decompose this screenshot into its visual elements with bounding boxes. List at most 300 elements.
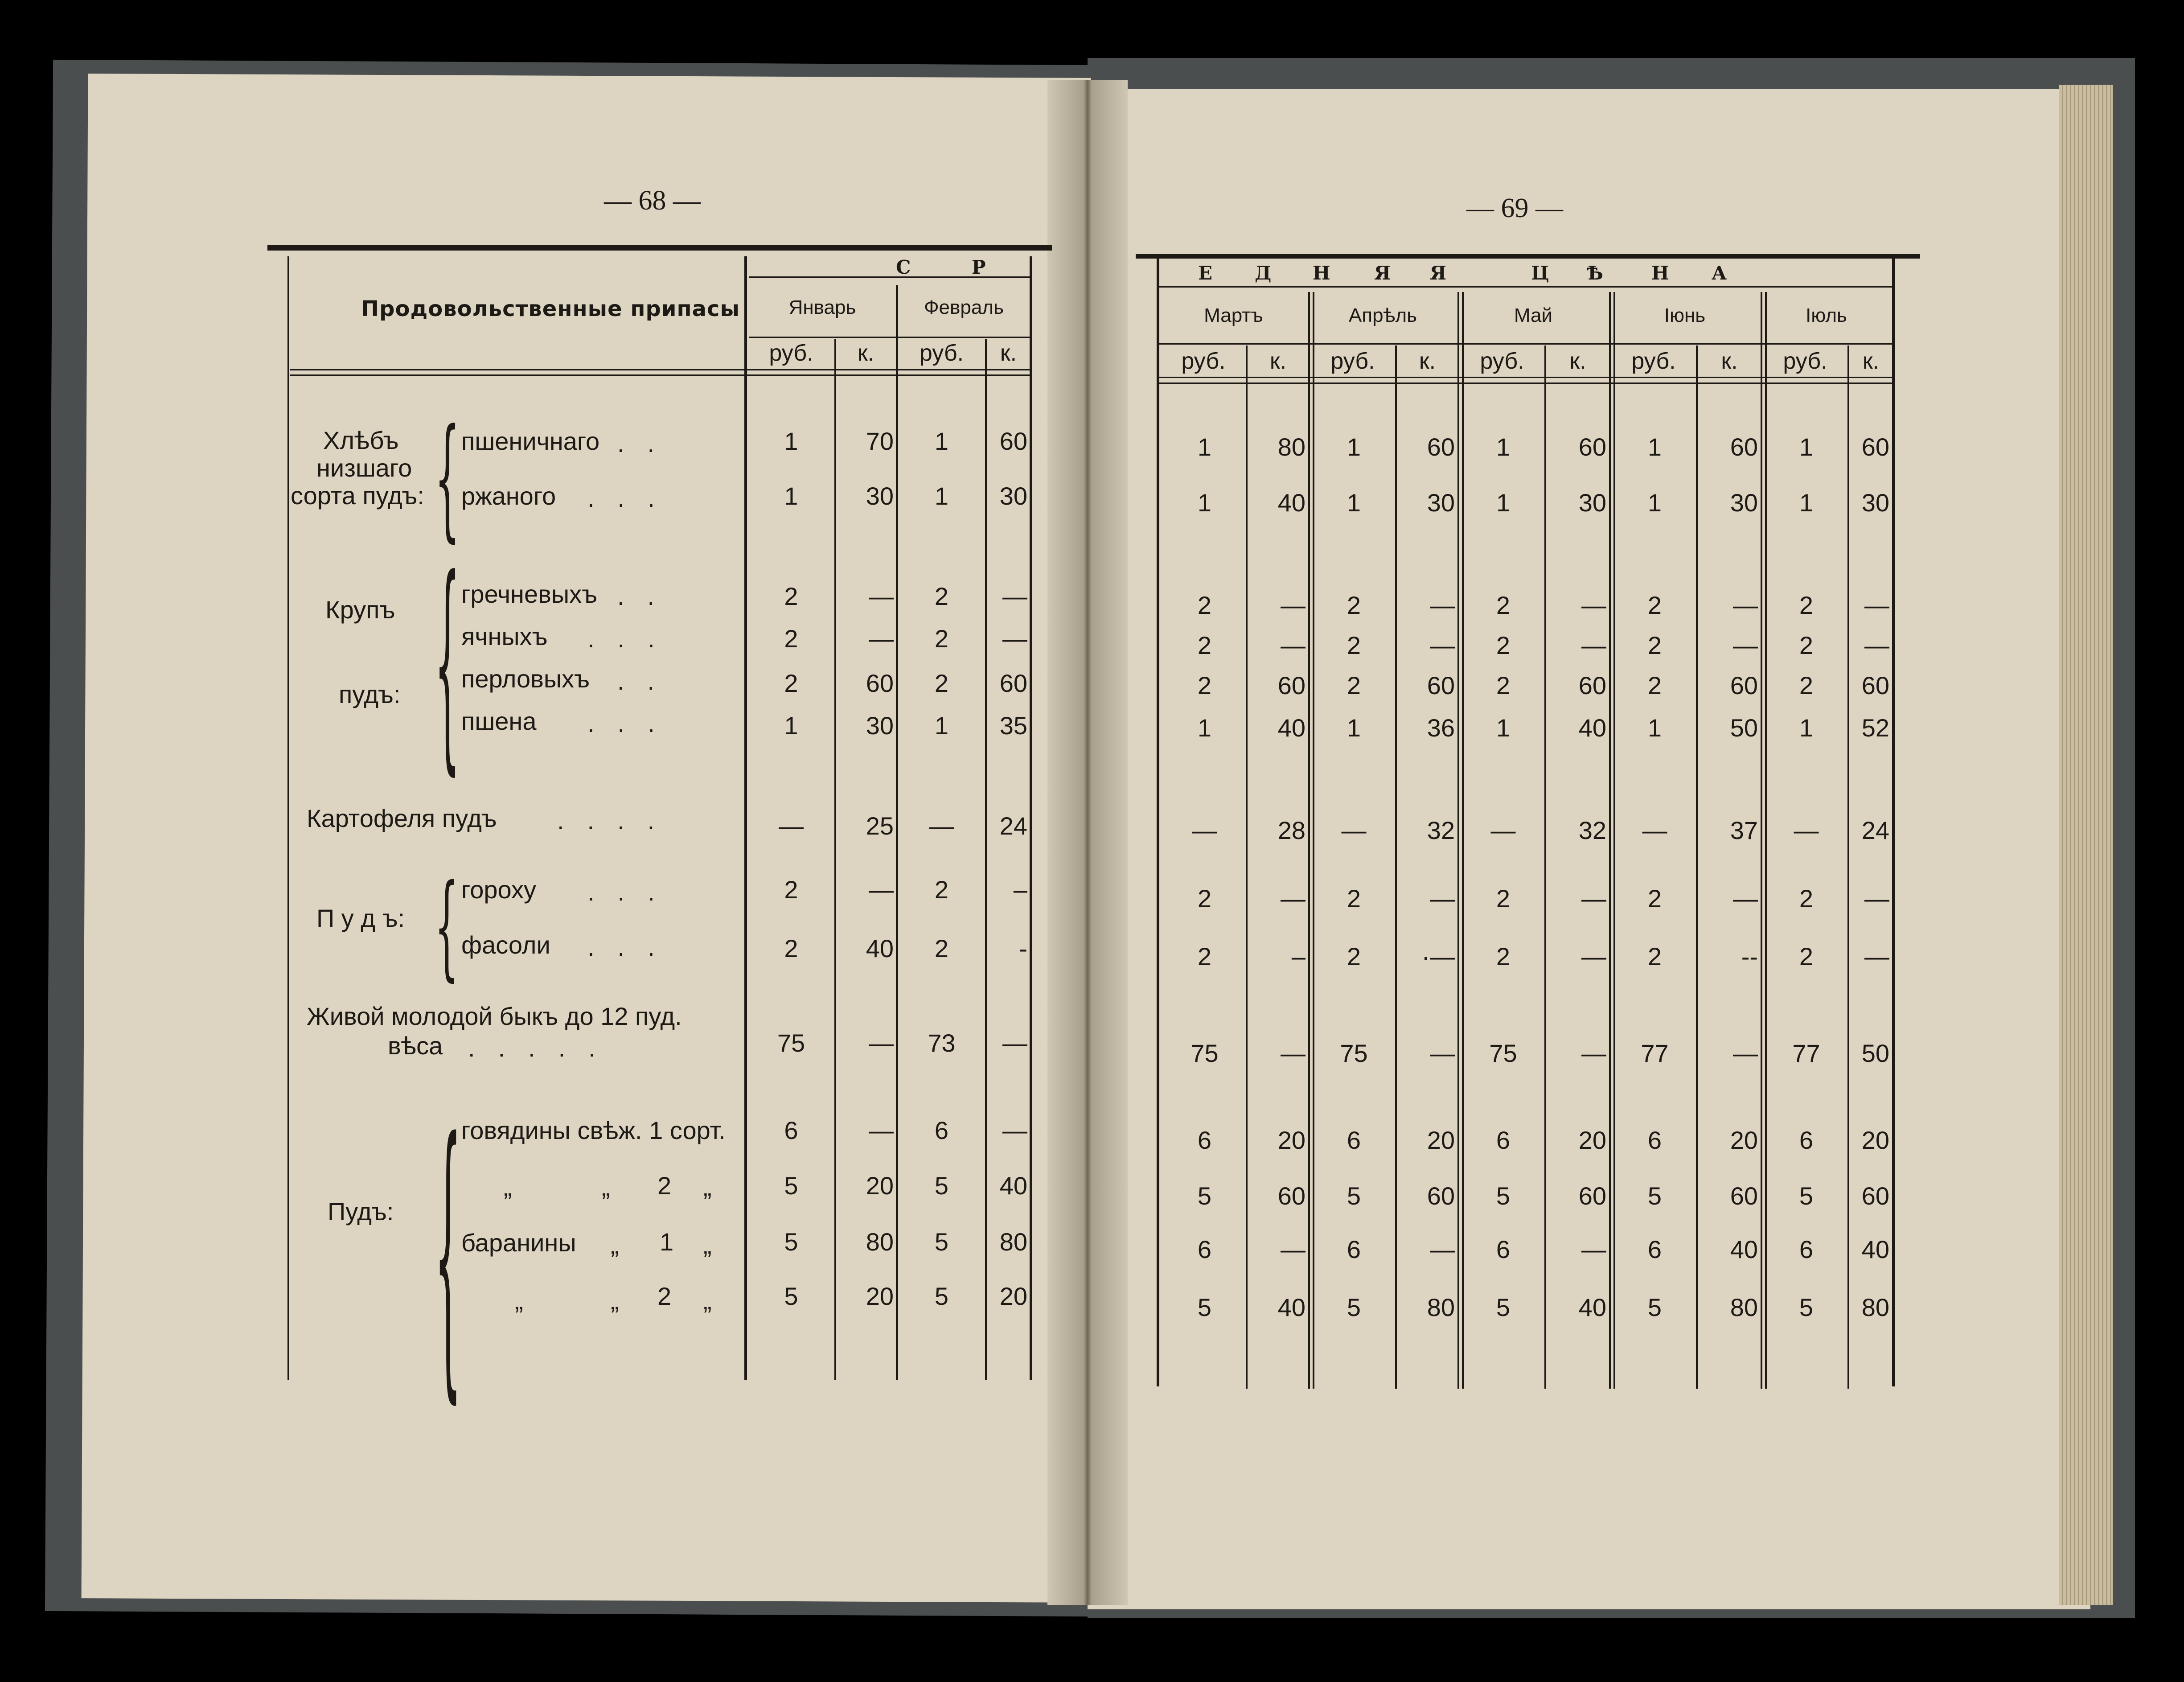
cell-rub: 2 bbox=[1647, 631, 1662, 659]
cell-rub: 5 bbox=[1496, 1293, 1511, 1321]
left-header-line-1 bbox=[749, 276, 1030, 278]
dots-potato: .... bbox=[557, 806, 678, 835]
page-edges bbox=[2059, 85, 2113, 1605]
month-january: Январь bbox=[788, 296, 856, 318]
cell-rub: 2 bbox=[1347, 942, 1361, 971]
cell-kop: 60 bbox=[1578, 1182, 1606, 1210]
cell-rub: 75 bbox=[777, 1029, 805, 1057]
cell-kop: 40 bbox=[1578, 714, 1606, 742]
cell-rub: 6 bbox=[1647, 1235, 1662, 1263]
cell-rub: 2 bbox=[1799, 884, 1814, 913]
mutton2-number: 2 bbox=[657, 1282, 672, 1310]
left-col-separator bbox=[744, 256, 747, 1380]
cell-rub: 2 bbox=[784, 625, 798, 653]
cell-rub: 5 bbox=[1647, 1182, 1662, 1210]
mutton1-quote-2: „ bbox=[703, 1231, 712, 1259]
label-millet: пшена bbox=[461, 707, 537, 735]
left-frame-right bbox=[1030, 256, 1032, 1380]
cell-kop: 40 bbox=[1277, 1293, 1305, 1321]
right-month-separator bbox=[1457, 292, 1459, 1389]
cell-rub: 2 bbox=[1347, 671, 1361, 699]
label-beef-1: говядины свѣж. 1 сорт. bbox=[461, 1116, 726, 1144]
spaced-d: Д bbox=[1255, 262, 1272, 284]
left-header-line-4 bbox=[290, 374, 1030, 376]
cell-kop: 35 bbox=[999, 711, 1027, 740]
bread-label-line2: низшаго bbox=[316, 454, 412, 482]
cell-rub: 6 bbox=[1347, 1235, 1361, 1263]
cell-kop: — bbox=[1581, 1235, 1606, 1263]
cell-rub: 6 bbox=[784, 1116, 798, 1144]
cell-rub: 2 bbox=[1197, 631, 1212, 659]
cell-rub: 6 bbox=[1799, 1235, 1814, 1263]
cell-kop: — bbox=[1281, 631, 1305, 659]
right-header-line-3 bbox=[1159, 382, 1892, 384]
cell-rub: 1 bbox=[1496, 714, 1511, 742]
bread-label-line1: Хлѣбъ bbox=[323, 426, 399, 454]
left-feb-kop-line bbox=[985, 339, 987, 1380]
cell-rub: 2 bbox=[784, 934, 798, 962]
unit-rub: руб. bbox=[1480, 348, 1524, 374]
cell-kop: — bbox=[1281, 1235, 1305, 1263]
cell-kop: 60 bbox=[866, 669, 894, 697]
cell-rub: — bbox=[1192, 816, 1217, 844]
cell-kop: 60 bbox=[1427, 1182, 1455, 1210]
cell-rub: — bbox=[929, 812, 954, 840]
month-february: Февраль bbox=[924, 296, 1004, 318]
cell-rub: 2 bbox=[934, 625, 949, 653]
dots-bull: ..... bbox=[468, 1034, 619, 1062]
left-frame-left bbox=[287, 256, 289, 1380]
cell-kop: — bbox=[1581, 942, 1606, 971]
cell-kop: 30 bbox=[1861, 489, 1889, 517]
cell-kop: 60 bbox=[1861, 671, 1889, 699]
cell-rub: 1 bbox=[1647, 489, 1662, 517]
right-header-line-2 bbox=[1159, 377, 1892, 378]
right-header-line-0 bbox=[1157, 286, 1892, 288]
unit-kop: к. bbox=[1269, 348, 1287, 374]
beef2-number: 2 bbox=[657, 1172, 672, 1200]
mutton1-quote-1: „ bbox=[611, 1231, 619, 1259]
cell-rub: 5 bbox=[1799, 1182, 1814, 1210]
spaced-yat: Ѣ bbox=[1587, 262, 1603, 284]
cell-rub: 2 bbox=[1647, 884, 1662, 913]
dots-wheat: .. bbox=[617, 429, 678, 457]
meat-brace: { bbox=[435, 1079, 462, 1428]
unit-rub: руб. bbox=[1631, 348, 1676, 374]
cell-rub: 1 bbox=[1647, 714, 1662, 742]
cell-kop: 20 bbox=[1427, 1126, 1455, 1154]
cell-kop: — bbox=[869, 582, 894, 610]
cell-rub: 1 bbox=[1347, 433, 1361, 461]
cell-kop: 36 bbox=[1427, 714, 1455, 742]
label-barley: ячныхъ bbox=[461, 622, 548, 650]
label-buckwheat: гречневыхъ bbox=[461, 580, 598, 608]
cell-kop: — bbox=[1281, 1039, 1305, 1067]
cell-kop: — bbox=[1002, 1116, 1027, 1144]
cell-kop: 20 bbox=[1730, 1126, 1758, 1154]
cell-kop: 60 bbox=[1427, 671, 1455, 699]
label-bull-line1: Живой молодой быкъ до 12 пуд. bbox=[307, 1002, 682, 1030]
spaced-n2: Н bbox=[1651, 262, 1669, 284]
cell-kop: 40 bbox=[1861, 1235, 1889, 1263]
cell-kop: — bbox=[1581, 884, 1606, 913]
cell-rub: 6 bbox=[1197, 1235, 1212, 1263]
cell-kop: 60 bbox=[1277, 1182, 1305, 1210]
label-pearl: перловыхъ bbox=[461, 665, 590, 693]
cell-kop: 20 bbox=[999, 1282, 1027, 1310]
cell-kop: 80 bbox=[999, 1228, 1027, 1256]
right-kop-separator bbox=[1696, 345, 1698, 1389]
cell-kop: ·— bbox=[1421, 942, 1455, 971]
page-number-left: — 68 — bbox=[604, 185, 701, 216]
dots-beans: ... bbox=[587, 933, 678, 961]
cell-kop: — bbox=[869, 1029, 894, 1057]
cell-kop: 60 bbox=[1427, 433, 1455, 461]
cell-rub: 5 bbox=[1799, 1293, 1814, 1321]
unit-kop: к. bbox=[1721, 348, 1738, 374]
cell-kop: — bbox=[1581, 631, 1606, 659]
label-bull-line2: вѣса bbox=[388, 1032, 443, 1060]
cell-kop: 30 bbox=[866, 711, 894, 740]
cell-kop: — bbox=[1864, 591, 1889, 619]
cell-kop: 80 bbox=[1861, 1293, 1889, 1321]
cell-kop: 40 bbox=[1578, 1293, 1606, 1321]
cell-kop: 80 bbox=[866, 1228, 894, 1256]
cell-rub: 75 bbox=[1489, 1039, 1517, 1067]
cell-rub: 1 bbox=[934, 482, 949, 510]
cell-rub: 5 bbox=[784, 1228, 798, 1256]
label-rye: ржаного bbox=[461, 482, 556, 510]
cell-kop: 40 bbox=[1730, 1235, 1758, 1263]
cell-rub: 2 bbox=[1347, 884, 1361, 913]
cell-kop: 60 bbox=[1730, 433, 1758, 461]
cell-rub: 75 bbox=[1191, 1039, 1219, 1067]
cell-rub: 2 bbox=[1347, 631, 1361, 659]
cell-rub: 5 bbox=[784, 1282, 798, 1310]
label-mutton-1: баранины bbox=[461, 1229, 576, 1257]
right-month-separator bbox=[1308, 292, 1310, 1389]
cell-rub: 5 bbox=[934, 1172, 949, 1200]
book-gutter bbox=[1047, 80, 1128, 1605]
cell-kop: 60 bbox=[1730, 671, 1758, 699]
cell-kop: — bbox=[1430, 1235, 1455, 1263]
cell-rub: 1 bbox=[784, 711, 798, 740]
cell-kop: — bbox=[869, 876, 894, 904]
cell-rub: 5 bbox=[1197, 1293, 1212, 1321]
cell-rub: 2 bbox=[1799, 631, 1814, 659]
cell-kop: 80 bbox=[1277, 433, 1305, 461]
dots-pearl: .. bbox=[617, 667, 678, 695]
groats-label-line2: пудъ: bbox=[339, 680, 401, 708]
cell-kop: 60 bbox=[1861, 433, 1889, 461]
cell-kop: 20 bbox=[1861, 1126, 1889, 1154]
cell-kop: 30 bbox=[1578, 489, 1606, 517]
cell-rub: 1 bbox=[1647, 433, 1662, 461]
right-month-separator bbox=[1609, 292, 1611, 1389]
right-frame-left bbox=[1157, 259, 1159, 1386]
cell-rub: 6 bbox=[1799, 1126, 1814, 1154]
cell-rub: 2 bbox=[1347, 591, 1361, 619]
cell-rub: 2 bbox=[1647, 942, 1662, 971]
cell-rub: 2 bbox=[784, 669, 798, 697]
cell-rub: 1 bbox=[1197, 489, 1212, 517]
cell-rub: — bbox=[1490, 816, 1516, 844]
unit-kop: к. bbox=[1862, 348, 1880, 374]
cell-rub: 2 bbox=[934, 582, 949, 610]
right-header-line-1 bbox=[1159, 343, 1892, 345]
left-header-line-2 bbox=[749, 337, 1030, 338]
cell-kop: 24 bbox=[999, 812, 1027, 840]
right-frame-right bbox=[1892, 259, 1895, 1386]
cell-rub: 2 bbox=[1496, 942, 1511, 971]
unit-kop: к. bbox=[1569, 348, 1586, 374]
cell-kop: 60 bbox=[999, 427, 1027, 455]
cell-kop: — bbox=[1430, 631, 1455, 659]
cell-rub: 2 bbox=[934, 934, 949, 962]
month-header-6: Іюнь bbox=[1664, 304, 1706, 326]
cell-rub: 2 bbox=[1496, 671, 1511, 699]
cell-rub: 73 bbox=[928, 1029, 956, 1057]
cell-kop: — bbox=[1733, 591, 1758, 619]
cell-rub: 1 bbox=[1496, 433, 1511, 461]
cell-rub: 2 bbox=[1496, 884, 1511, 913]
pud-brace: { bbox=[435, 860, 459, 993]
dots-peas: ... bbox=[587, 878, 678, 906]
label-beans: фасоли bbox=[461, 931, 550, 959]
cell-rub: 2 bbox=[1197, 591, 1212, 619]
dots-barley: ... bbox=[587, 625, 678, 653]
cell-rub: 6 bbox=[1496, 1126, 1511, 1154]
unit-kop-feb: к. bbox=[1000, 340, 1017, 366]
cell-kop: -- bbox=[1741, 942, 1758, 971]
cell-kop: 30 bbox=[1730, 489, 1758, 517]
cell-rub: 5 bbox=[934, 1282, 949, 1310]
cell-kop: 32 bbox=[1578, 816, 1606, 844]
cell-kop: 50 bbox=[1861, 1039, 1889, 1067]
cell-rub: — bbox=[1794, 816, 1819, 844]
cell-kop: — bbox=[1430, 884, 1455, 913]
bread-brace: { bbox=[435, 401, 460, 555]
groats-brace: { bbox=[435, 531, 460, 796]
header-spaced-c: С bbox=[896, 256, 911, 278]
cell-kop: 40 bbox=[866, 934, 894, 962]
cell-rub: 5 bbox=[1347, 1182, 1361, 1210]
cell-kop: 30 bbox=[999, 482, 1027, 510]
cell-rub: 6 bbox=[934, 1116, 949, 1144]
cell-rub: 1 bbox=[1799, 489, 1814, 517]
cell-rub: 1 bbox=[1347, 714, 1361, 742]
left-header-line-3 bbox=[290, 369, 1030, 370]
cell-kop: — bbox=[1281, 591, 1305, 619]
label-peas: гороху bbox=[461, 876, 536, 904]
label-wheat: пшеничнаго bbox=[461, 427, 600, 455]
right-kop-separator bbox=[1246, 345, 1248, 1389]
cell-kop: — bbox=[1281, 884, 1305, 913]
spaced-a: А bbox=[1712, 262, 1727, 284]
cell-rub: 1 bbox=[1197, 433, 1212, 461]
cell-kop: 30 bbox=[1427, 489, 1455, 517]
cell-kop: — bbox=[1733, 1039, 1758, 1067]
beef2-quote-2: „ bbox=[602, 1173, 610, 1201]
mutton1-number: 1 bbox=[660, 1228, 674, 1256]
cell-rub: 2 bbox=[934, 876, 949, 904]
cell-kop: 40 bbox=[1277, 489, 1305, 517]
cell-kop: 80 bbox=[1427, 1293, 1455, 1321]
cell-kop: 60 bbox=[1730, 1182, 1758, 1210]
cell-rub: 77 bbox=[1641, 1039, 1669, 1067]
cell-kop: — bbox=[1864, 942, 1889, 971]
cell-kop: – bbox=[1291, 942, 1305, 971]
cell-rub: 1 bbox=[934, 711, 949, 740]
cell-kop: — bbox=[1002, 1029, 1027, 1057]
cell-rub: 6 bbox=[1197, 1126, 1212, 1154]
cell-kop: 60 bbox=[1277, 671, 1305, 699]
cell-rub: 2 bbox=[1197, 671, 1212, 699]
bread-label-line3: сорта пудъ: bbox=[291, 481, 424, 510]
cell-rub: 6 bbox=[1496, 1235, 1511, 1263]
cell-rub: 2 bbox=[1647, 671, 1662, 699]
spaced-n: Н bbox=[1313, 262, 1330, 284]
cell-kop: 60 bbox=[999, 669, 1027, 697]
cell-kop: 32 bbox=[1427, 816, 1455, 844]
month-header-7: Іюль bbox=[1806, 304, 1847, 326]
unit-kop-jan: к. bbox=[857, 340, 874, 366]
right-top-rule bbox=[1136, 254, 1920, 259]
cell-kop: 80 bbox=[1730, 1293, 1758, 1321]
beef2-quote-3: „ bbox=[703, 1173, 712, 1201]
cell-rub: 1 bbox=[1496, 489, 1511, 517]
cell-rub: 5 bbox=[784, 1172, 798, 1200]
cell-rub: 1 bbox=[1347, 489, 1361, 517]
cell-rub: 2 bbox=[934, 669, 949, 697]
cell-kop: 40 bbox=[999, 1172, 1027, 1200]
right-kop-separator bbox=[1847, 345, 1849, 1389]
month-header-5: Май bbox=[1514, 304, 1553, 326]
cell-rub: 1 bbox=[784, 427, 798, 455]
cell-rub: 2 bbox=[1496, 591, 1511, 619]
cell-kop: 30 bbox=[866, 482, 894, 510]
cell-kop: 20 bbox=[1277, 1126, 1305, 1154]
cell-kop: — bbox=[1002, 625, 1027, 653]
cell-rub: 5 bbox=[934, 1228, 949, 1256]
cell-rub: 75 bbox=[1340, 1039, 1368, 1067]
cell-rub: 2 bbox=[1496, 631, 1511, 659]
cell-kop: 52 bbox=[1861, 714, 1889, 742]
cell-rub: — bbox=[1341, 816, 1367, 844]
cell-kop: – bbox=[1013, 876, 1027, 904]
right-month-separator bbox=[1761, 292, 1762, 1389]
mutton2-quote-2: „ bbox=[611, 1287, 619, 1315]
cell-kop: 70 bbox=[866, 427, 894, 455]
dots-rye: ... bbox=[587, 484, 678, 512]
dots-buckwheat: .. bbox=[617, 582, 678, 610]
cell-kop: — bbox=[869, 1116, 894, 1144]
month-header-4: Апрѣль bbox=[1348, 304, 1417, 326]
unit-rub: руб. bbox=[1783, 348, 1827, 374]
cell-rub: 2 bbox=[1647, 591, 1662, 619]
cell-rub: 5 bbox=[1496, 1182, 1511, 1210]
mutton2-quote-3: „ bbox=[703, 1287, 712, 1315]
cell-kop: — bbox=[1002, 582, 1027, 610]
cell-rub: 2 bbox=[1799, 671, 1814, 699]
cell-rub: 1 bbox=[784, 482, 798, 510]
cell-rub: 2 bbox=[1197, 884, 1212, 913]
month-header-3: Мартъ bbox=[1204, 304, 1263, 326]
spaced-e: Е bbox=[1198, 262, 1213, 284]
spaced-ya2: Я bbox=[1430, 262, 1447, 284]
page-number-right: — 69 — bbox=[1466, 193, 1563, 223]
cell-rub: 6 bbox=[1347, 1126, 1361, 1154]
cell-kop: 60 bbox=[1578, 671, 1606, 699]
cell-rub: — bbox=[779, 812, 804, 840]
cell-rub: 2 bbox=[1799, 942, 1814, 971]
beef2-quote-1: „ bbox=[504, 1173, 512, 1201]
unit-rub-feb: руб. bbox=[919, 340, 964, 366]
cell-kop: - bbox=[1019, 934, 1027, 962]
right-kop-separator bbox=[1544, 345, 1546, 1389]
cell-kop: — bbox=[1864, 884, 1889, 913]
cell-kop: 20 bbox=[866, 1282, 894, 1310]
cell-rub: 77 bbox=[1792, 1039, 1820, 1067]
unit-rub: руб. bbox=[1181, 348, 1226, 374]
spaced-ya1: Я bbox=[1374, 262, 1391, 284]
cell-rub: 5 bbox=[1347, 1293, 1361, 1321]
cell-rub: 5 bbox=[1197, 1182, 1212, 1210]
cell-kop: — bbox=[1581, 1039, 1606, 1067]
right-kop-separator bbox=[1395, 345, 1397, 1389]
cell-rub: 1 bbox=[1197, 714, 1212, 742]
cell-kop: 40 bbox=[1277, 714, 1305, 742]
unit-rub-jan: руб. bbox=[769, 340, 813, 366]
cell-rub: 2 bbox=[784, 876, 798, 904]
cell-kop: — bbox=[1581, 591, 1606, 619]
cell-kop: — bbox=[1733, 631, 1758, 659]
cell-rub: 1 bbox=[934, 427, 949, 455]
cell-kop: 25 bbox=[866, 812, 894, 840]
left-top-rule bbox=[267, 245, 1052, 251]
header-spaced-r: Р bbox=[972, 256, 986, 278]
cell-kop: — bbox=[1733, 884, 1758, 913]
cell-rub: 5 bbox=[1647, 1293, 1662, 1321]
cell-rub: 1 bbox=[1799, 714, 1814, 742]
label-potato: Картофеля пудъ bbox=[307, 804, 497, 832]
unit-kop: к. bbox=[1419, 348, 1436, 374]
spaced-ts: Ц bbox=[1531, 262, 1549, 284]
cell-kop: — bbox=[1430, 591, 1455, 619]
mutton2-quote-1: „ bbox=[515, 1287, 523, 1315]
cell-kop: 60 bbox=[1578, 433, 1606, 461]
groats-label-line1: Крупъ bbox=[325, 596, 395, 624]
cell-rub: — bbox=[1642, 816, 1667, 844]
cell-rub: 2 bbox=[1799, 591, 1814, 619]
cell-kop: 37 bbox=[1730, 816, 1758, 844]
cell-rub: 6 bbox=[1647, 1126, 1662, 1154]
cell-kop: — bbox=[869, 625, 894, 653]
dots-millet: ... bbox=[587, 709, 678, 737]
cell-rub: 2 bbox=[1197, 942, 1212, 971]
table-title: Продовольственные припасы bbox=[361, 296, 740, 321]
cell-kop: 50 bbox=[1730, 714, 1758, 742]
cell-kop: 24 bbox=[1861, 816, 1889, 844]
cell-kop: — bbox=[1430, 1039, 1455, 1067]
cell-kop: 28 bbox=[1277, 816, 1305, 844]
unit-rub: руб. bbox=[1330, 348, 1375, 374]
cell-kop: 60 bbox=[1861, 1182, 1889, 1210]
cell-rub: 2 bbox=[784, 582, 798, 610]
cell-kop: 20 bbox=[1578, 1126, 1606, 1154]
cell-rub: 1 bbox=[1799, 433, 1814, 461]
meat-group-label: Пудъ: bbox=[328, 1197, 394, 1226]
